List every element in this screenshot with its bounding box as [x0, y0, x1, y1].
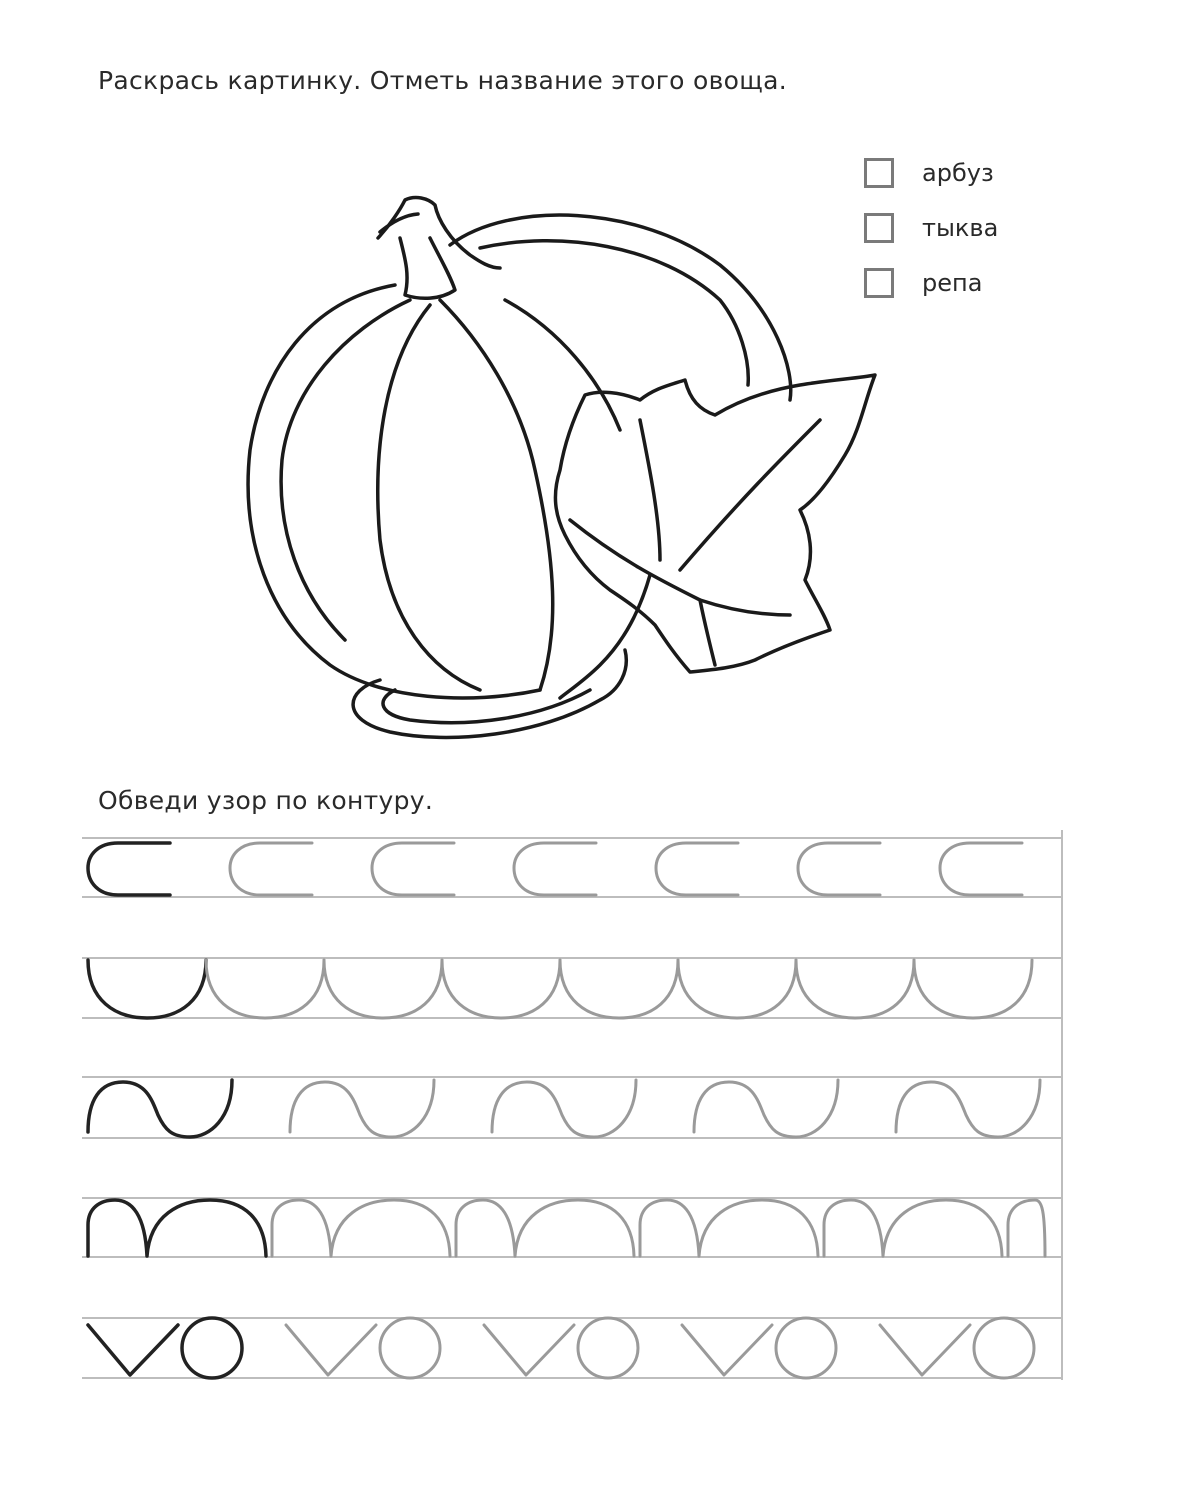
trace-u-scallop [560, 960, 678, 1018]
pumpkin-stem-top [380, 214, 418, 232]
sample-check-circle [88, 1318, 242, 1378]
pumpkin-left-outline [248, 285, 540, 698]
trace-u-scallop [678, 960, 796, 1018]
pattern-row-s-wave [88, 1080, 1040, 1137]
trace-m-arch [456, 1200, 634, 1256]
trace-c-bracket [514, 843, 596, 895]
trace-u-scallop [796, 960, 914, 1018]
pumpkin-center-lobe [378, 305, 480, 690]
pumpkin-right-rib [505, 300, 620, 430]
pumpkin-back-inner [480, 241, 748, 385]
trace-c-bracket [372, 843, 454, 895]
trace-u-scallop [206, 960, 324, 1018]
trace-u-scallop [442, 960, 560, 1018]
pumpkin-center-right [440, 300, 553, 690]
pumpkin-stem-base [400, 238, 455, 298]
pattern-row-u-scallop [88, 960, 1032, 1018]
trace-check-circle [880, 1318, 1034, 1378]
trace-c-bracket [656, 843, 738, 895]
leaf-vein-upper [640, 420, 660, 560]
pattern-row-m-arch [88, 1200, 1045, 1256]
sample-m-arch [88, 1200, 266, 1256]
sample-u-scallop [88, 960, 206, 1018]
leaf-outline [555, 375, 875, 672]
trace-u-scallop [914, 960, 1032, 1018]
pattern-row-c-bracket [88, 843, 1022, 895]
trace-s-wave [896, 1080, 1040, 1137]
trace-m-arch [824, 1200, 1002, 1256]
option-label: арбуз [922, 158, 994, 187]
trace-s-wave [694, 1080, 838, 1137]
trace-c-bracket [940, 843, 1022, 895]
task2-instruction: Обведи узор по контуру. [98, 786, 434, 815]
trace-c-bracket [230, 843, 312, 895]
trace-s-wave [290, 1080, 434, 1137]
trace-m-arch [272, 1200, 450, 1256]
trace-check-circle [286, 1318, 440, 1378]
trace-m-arch [1008, 1200, 1045, 1256]
pattern-row-check-circle [88, 1318, 1034, 1378]
trace-c-bracket [798, 843, 880, 895]
leaf-tendril [560, 575, 650, 698]
trace-s-wave [492, 1080, 636, 1137]
leaf-vein-lower [700, 600, 715, 665]
trace-check-circle [484, 1318, 638, 1378]
trace-u-scallop [324, 960, 442, 1018]
sample-c-bracket [88, 843, 170, 895]
option-label: репа [922, 268, 983, 297]
trace-check-circle [682, 1318, 836, 1378]
guide-lines [82, 830, 1062, 1380]
option-label: тыква [922, 213, 999, 242]
trace-m-arch [640, 1200, 818, 1256]
sample-s-wave [88, 1080, 232, 1137]
task1-instruction: Раскрась картинку. Отметь название этого овоща. [98, 66, 787, 95]
leaf-vein-right [680, 420, 820, 570]
